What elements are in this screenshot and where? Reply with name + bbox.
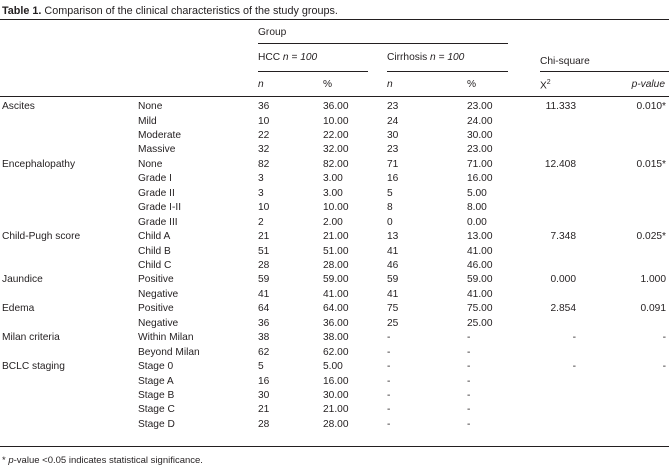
cell-cir-n: - [387,418,391,430]
hcc-n-col-header: n [258,79,264,90]
cell-hcc-pct: 64.00 [323,303,349,315]
cell-category: Mild [138,115,157,127]
cell-category: Positive [138,274,174,286]
cell-hcc-n: 10 [258,202,270,214]
cell-cir-pct: 24.00 [467,115,493,127]
cell-hcc-pct: 21.00 [323,231,349,242]
cell-characteristic: Edema [2,303,35,315]
cell-cir-pct: - [467,375,471,387]
cell-cir-n: 16 [387,173,399,185]
cell-cir-n: 23 [387,101,399,112]
cell-category: Moderate [138,129,182,141]
cell-hcc-n: 38 [258,332,270,344]
cirrhosis-header [387,52,464,64]
cell-hcc-pct: 28.00 [323,259,349,271]
cell-hcc-pct: 59.00 [323,274,349,286]
cell-x2: 11.333 [545,101,576,112]
footnote-star: * [2,455,6,466]
cell-x2: 0.000 [550,274,576,286]
cell-category: Grade II [138,187,175,199]
footnote-text: -value <0.05 indicates statistical significance. [13,455,203,466]
cell-hcc-pct: 38.00 [323,332,349,344]
hcc-header [258,52,317,64]
cell-p: 0.015* [636,158,666,170]
cell-hcc-pct: 41.00 [323,288,349,300]
cell-characteristic: BCLC staging [2,361,65,373]
cell-p: - [662,361,666,373]
cell-hcc-pct: 3.00 [323,173,343,185]
cell-category: Grade I-II [138,202,182,214]
cell-characteristic: Ascites [2,101,35,112]
cell-cir-pct: - [467,361,471,373]
cell-cir-n: 59 [387,274,399,286]
hcc-rule [258,71,368,72]
cell-category: Stage 0 [138,361,174,373]
cell-cir-pct: 75.00 [467,303,493,315]
cell-category: Stage D [138,418,175,430]
cell-cir-pct: 8.00 [467,202,487,214]
cell-cir-pct: 59.00 [467,274,493,286]
cell-category: Grade I [138,173,172,185]
table-footnote [2,455,203,466]
cell-hcc-n: 22 [258,129,270,141]
cell-category: Grade III [138,216,178,228]
cell-characteristic: Child-Pugh score [2,231,81,242]
cell-cir-n: 0 [387,216,393,228]
cell-cir-pct: - [467,390,471,401]
cell-category: Child B [138,245,171,257]
cell-category: Massive [138,144,176,156]
cell-category: None [138,101,163,112]
table-caption-label: Table 1. [2,5,42,17]
cell-hcc-n: 2 [258,216,264,228]
cell-cir-pct: 16.00 [467,173,493,185]
cell-p: 0.010* [636,101,666,112]
cell-cir-n: 5 [387,187,393,199]
cell-hcc-n: 16 [258,375,270,387]
table-caption-text: Comparison of the clinical characteristics of the study groups. [44,5,338,17]
cell-category: Beyond Milan [138,346,200,358]
cell-cir-n: 41 [387,288,399,300]
cell-cir-n: 30 [387,129,399,141]
cell-category: Within Milan [138,332,194,344]
cell-category: Child C [138,259,172,271]
cell-cir-pct: 71.00 [467,158,493,170]
cell-hcc-pct: 62.00 [323,346,349,358]
cell-hcc-n: 10 [258,115,270,127]
cell-hcc-n: 3 [258,173,264,185]
cell-hcc-pct: 10.00 [323,202,349,214]
cell-cir-n: 71 [387,158,399,170]
cell-p: - [662,332,666,344]
cell-category: Child A [138,231,171,242]
cell-cir-pct: 46.00 [467,259,493,271]
cell-cir-n: 46 [387,259,399,271]
cell-cir-pct: 41.00 [467,288,493,300]
cell-hcc-pct: 30.00 [323,390,349,401]
cell-cir-n: - [387,346,391,358]
chi-square-rule [540,71,669,72]
cell-cir-pct: 23.00 [467,101,493,112]
x2-col-header [540,77,551,92]
cell-p: 0.025* [636,231,666,242]
cell-hcc-pct: 2.00 [323,216,343,228]
cell-cir-n: - [387,375,391,387]
cell-hcc-n: 5 [258,361,264,373]
cell-hcc-pct: 3.00 [323,187,343,199]
cell-hcc-pct: 51.00 [323,245,349,257]
cell-cir-pct: - [467,346,471,358]
cell-hcc-n: 41 [258,288,270,300]
cell-hcc-pct: 22.00 [323,129,349,141]
cell-category: Negative [138,317,179,329]
cell-hcc-n: 59 [258,274,270,286]
cell-hcc-n: 28 [258,259,270,271]
cirrhosis-pct-col-header: % [467,79,477,90]
hcc-pct-col-header: % [323,79,333,90]
cell-hcc-pct: 36.00 [323,101,349,112]
cell-hcc-n: 32 [258,144,270,156]
cirrhosis-n: n = 100 [430,52,465,63]
cell-x2: 12.408 [544,158,576,170]
cell-hcc-n: 28 [258,418,270,430]
cell-category: Positive [138,303,174,315]
cell-cir-n: 25 [387,317,399,329]
cell-hcc-pct: 82.00 [323,158,349,170]
cell-category: Negative [138,288,179,300]
cell-cir-pct: 0.00 [467,216,487,228]
cell-hcc-pct: 32.00 [323,144,349,156]
chi-square-header: Chi-square [540,56,590,67]
cell-cir-n: 75 [387,303,399,315]
cell-cir-n: 13 [387,231,399,242]
cell-characteristic: Milan criteria [2,332,60,344]
cell-cir-pct: 13.00 [467,231,493,242]
cell-characteristic: Jaundice [2,274,43,286]
cirrhosis-rule [387,71,508,72]
cell-x2: 2.854 [550,303,576,315]
cell-x2: 7.348 [550,231,576,242]
cell-p: 1.000 [640,274,666,286]
cell-cir-n: - [387,332,391,344]
cell-hcc-n: 21 [258,231,270,242]
cell-x2: - [572,332,576,344]
cell-cir-n: - [387,404,391,416]
cell-hcc-n: 62 [258,346,270,358]
cell-cir-n: 24 [387,115,399,127]
cell-cir-n: 23 [387,144,399,156]
cell-characteristic: Encephalopathy [2,158,76,170]
bottom-rule [0,446,669,447]
cell-cir-pct: - [467,418,471,430]
cell-cir-n: 8 [387,202,393,214]
table-caption [2,5,338,17]
cell-p: 0.091 [640,303,666,315]
cell-x2: - [572,361,576,373]
x2-label: X [540,80,547,92]
cell-hcc-pct: 21.00 [323,404,349,416]
cell-category: Stage B [138,390,175,401]
cell-hcc-pct: 5.00 [323,361,343,373]
cell-cir-pct: 23.00 [467,144,493,156]
cell-cir-n: 41 [387,245,399,257]
cell-hcc-n: 82 [258,158,270,170]
cell-hcc-n: 3 [258,187,264,199]
cell-category: Stage C [138,404,175,416]
cell-cir-pct: - [467,332,471,344]
hcc-n: n = 100 [282,52,318,63]
cirrhosis-label: Cirrhosis [387,52,428,63]
cell-hcc-n: 51 [258,245,270,257]
cell-cir-pct: 41.00 [467,245,493,257]
cell-hcc-n: 21 [258,404,270,416]
cell-category: None [138,158,163,170]
p-value-col-header: p-value [631,79,665,90]
cell-category: Stage A [138,375,174,387]
cell-hcc-n: 64 [258,303,270,315]
cell-cir-pct: 25.00 [467,317,493,329]
top-rule [0,19,669,20]
header-rule [0,96,669,97]
hcc-label: HCC [258,52,281,63]
cell-cir-pct: - [467,404,471,416]
cell-hcc-pct: 28.00 [323,418,349,430]
cell-cir-pct: 5.00 [467,187,487,199]
group-rule [258,43,508,44]
x2-superscript: 2 [546,79,551,86]
cell-cir-pct: 30.00 [467,129,493,141]
group-header: Group [258,27,287,38]
cell-hcc-pct: 10.00 [323,115,349,127]
cell-hcc-pct: 16.00 [323,375,349,387]
cell-hcc-n: 36 [258,101,270,112]
cell-hcc-n: 36 [258,317,270,329]
cirrhosis-n-col-header: n [387,79,393,90]
cell-cir-n: - [387,361,391,373]
cell-hcc-pct: 36.00 [323,317,349,329]
cell-hcc-n: 30 [258,390,270,401]
cell-cir-n: - [387,390,391,401]
footnote-p: p [8,455,14,466]
